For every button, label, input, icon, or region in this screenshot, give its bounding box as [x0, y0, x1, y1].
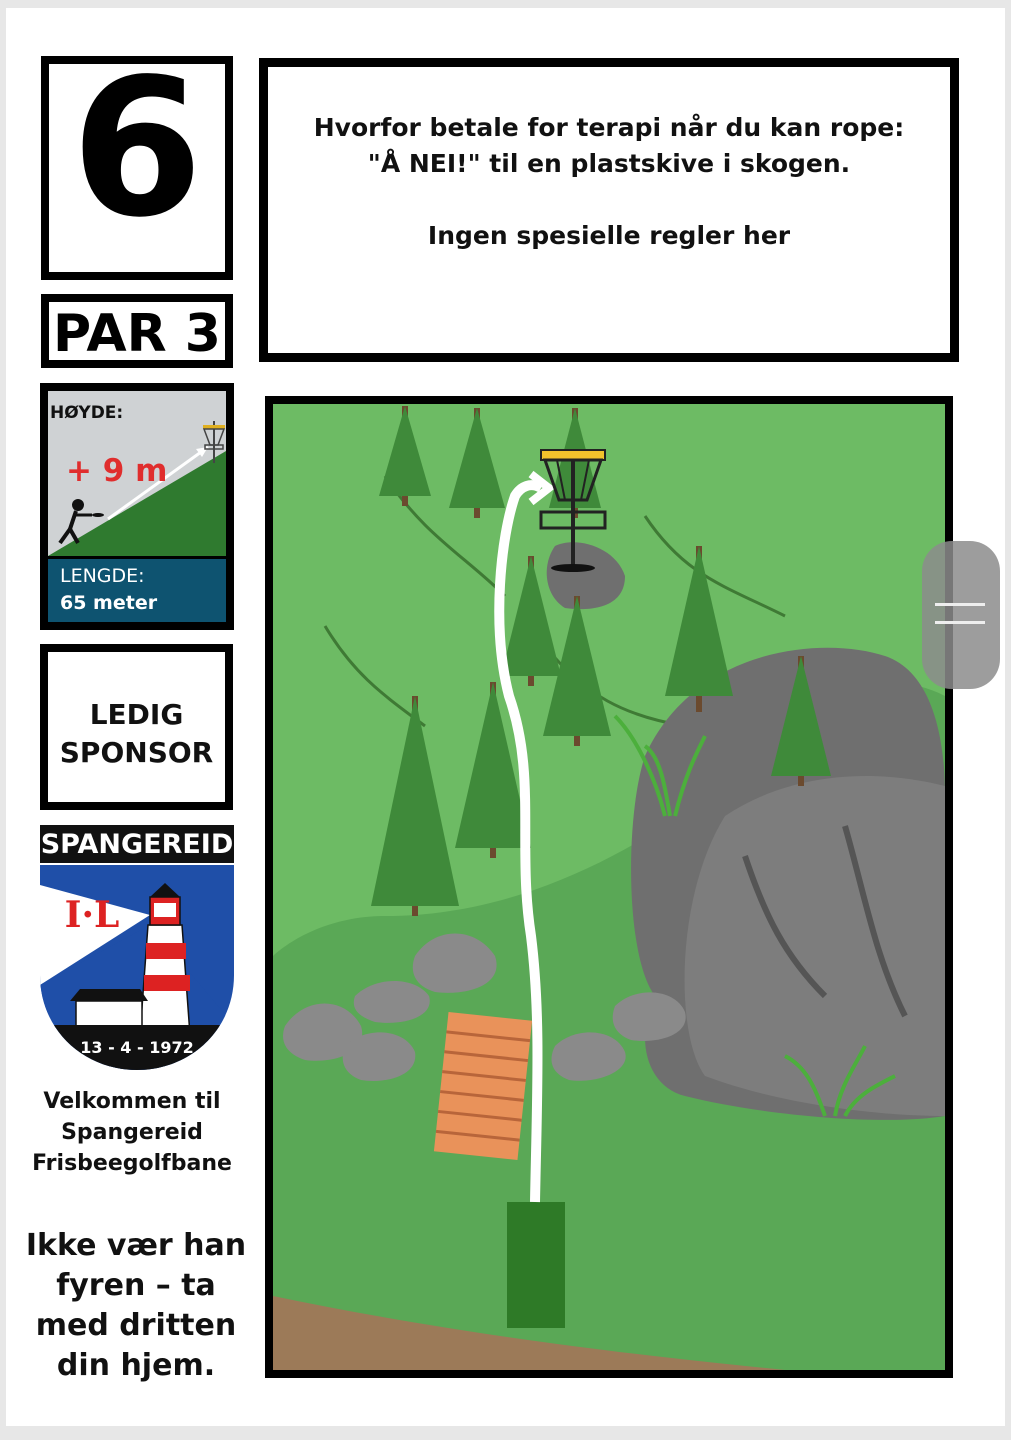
- welcome-text: [22, 1086, 242, 1179]
- height-value: + 9 m: [66, 453, 168, 489]
- hole-info-panel: [40, 383, 234, 630]
- par-box: [41, 294, 233, 368]
- wooden-bridge: [434, 1012, 532, 1160]
- hole-number-box: [41, 38, 233, 280]
- sponsor-line-2: SPONSOR: [59, 736, 214, 769]
- length-label: LENGDE:: [60, 565, 145, 587]
- message-line-1: Hvorfor betale for terapi når du kan rope:: [313, 113, 905, 142]
- welcome-line-3: Frisbeegolfbane: [32, 1151, 232, 1176]
- slogan-text: [22, 1226, 250, 1386]
- logo-initials: I·L: [64, 894, 120, 936]
- message-box: [259, 58, 959, 362]
- par-label: PAR 3: [53, 304, 221, 364]
- message-line-2: "Å NEI!" til en plastskive i skogen.: [367, 149, 851, 178]
- logo-date: 13 - 4 - 1972: [80, 1038, 194, 1057]
- welcome-line-1: Velkommen til: [43, 1089, 221, 1114]
- logo-name: SPANGEREID: [40, 829, 234, 860]
- hole-number: 6: [70, 38, 204, 259]
- message-line-3: Ingen spesielle regler her: [427, 221, 791, 250]
- length-panel: [48, 559, 226, 622]
- hole-map: [265, 396, 953, 1378]
- slogan-line-4: din hjem.: [56, 1348, 216, 1383]
- handle-line-top: [935, 603, 985, 606]
- welcome-line-2: Spangereid: [61, 1120, 203, 1145]
- sponsor-box: [40, 644, 233, 810]
- handle-line-bottom: [935, 621, 985, 624]
- elevation-panel: [48, 391, 226, 556]
- slogan-line-3: med dritten: [35, 1308, 237, 1343]
- slogan-line-1: Ikke vær han: [25, 1228, 247, 1263]
- tee-pad: [507, 1202, 565, 1328]
- club-logo: [40, 825, 234, 1070]
- sponsor-text: [48, 696, 225, 772]
- slogan-line-2: fyren – ta: [56, 1268, 216, 1303]
- sponsor-line-1: LEDIG: [89, 698, 184, 731]
- menu-handle-icon[interactable]: [922, 541, 1000, 689]
- height-label: HØYDE:: [50, 403, 124, 423]
- length-value: 65 meter: [60, 592, 158, 614]
